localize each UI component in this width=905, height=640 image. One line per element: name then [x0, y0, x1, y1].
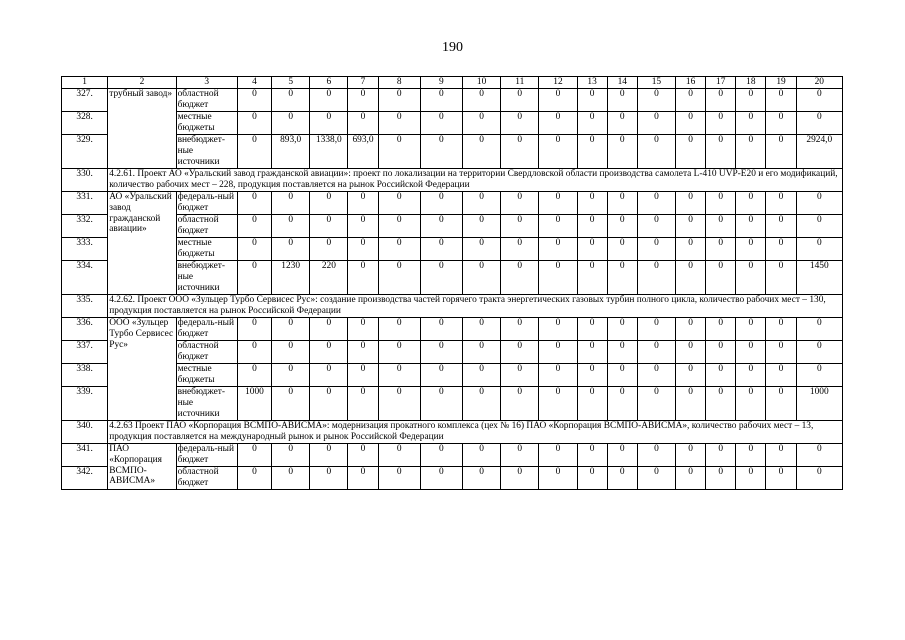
funding-source: федераль-ный бюджет — [176, 318, 237, 341]
value-cell: 0 — [348, 238, 378, 261]
value-cell: 0 — [577, 215, 607, 238]
row-number: 336. — [62, 318, 108, 341]
value-cell: 0 — [766, 261, 796, 295]
value-cell: 0 — [420, 89, 462, 112]
table-row — [62, 215, 843, 238]
value-cell: 0 — [462, 238, 500, 261]
value-cell: 0 — [348, 192, 378, 215]
value-cell: 0 — [237, 238, 271, 261]
row-number: 331. — [62, 192, 108, 215]
value-cell: 0 — [539, 387, 577, 421]
value-cell: 0 — [676, 238, 706, 261]
header-cell: 17 — [706, 77, 736, 89]
value-cell: 0 — [378, 444, 420, 467]
value-cell: 0 — [637, 318, 675, 341]
value-cell: 0 — [237, 215, 271, 238]
value-cell: 0 — [766, 112, 796, 135]
header-cell: 8 — [378, 77, 420, 89]
header-cell: 18 — [736, 77, 766, 89]
value-cell: 0 — [501, 387, 539, 421]
value-cell: 0 — [539, 135, 577, 169]
header-cell: 11 — [501, 77, 539, 89]
value-cell: 0 — [766, 238, 796, 261]
value-cell: 0 — [501, 112, 539, 135]
value-cell: 0 — [310, 364, 348, 387]
row-number: 327. — [62, 89, 108, 112]
value-cell: 0 — [539, 364, 577, 387]
value-cell: 0 — [706, 387, 736, 421]
value-cell: 0 — [577, 467, 607, 490]
value-cell: 0 — [676, 387, 706, 421]
value-cell: 0 — [378, 318, 420, 341]
value-cell: 0 — [237, 89, 271, 112]
value-cell: 0 — [796, 215, 842, 238]
value-cell: 0 — [676, 364, 706, 387]
value-cell: 0 — [676, 192, 706, 215]
value-cell: 0 — [539, 444, 577, 467]
value-cell: 0 — [378, 238, 420, 261]
value-cell: 0 — [237, 444, 271, 467]
value-cell: 0 — [501, 318, 539, 341]
value-cell: 0 — [237, 467, 271, 490]
value-cell: 0 — [378, 364, 420, 387]
value-cell: 0 — [577, 341, 607, 364]
row-number: 333. — [62, 238, 108, 261]
value-cell: 0 — [348, 387, 378, 421]
value-cell: 0 — [462, 112, 500, 135]
page-number: 190 — [442, 40, 463, 55]
table-row — [62, 444, 843, 467]
value-cell: 0 — [637, 341, 675, 364]
value-cell: 893,0 — [272, 135, 310, 169]
value-cell: 0 — [462, 444, 500, 467]
value-cell: 0 — [310, 467, 348, 490]
value-cell: 0 — [676, 135, 706, 169]
header-cell: 20 — [796, 77, 842, 89]
value-cell: 0 — [272, 112, 310, 135]
value-cell: 0 — [637, 192, 675, 215]
value-cell: 0 — [310, 112, 348, 135]
value-cell: 0 — [378, 135, 420, 169]
header-cell: 19 — [766, 77, 796, 89]
value-cell: 0 — [420, 261, 462, 295]
value-cell: 0 — [607, 364, 637, 387]
value-cell: 0 — [796, 444, 842, 467]
value-cell: 0 — [501, 467, 539, 490]
value-cell: 1230 — [272, 261, 310, 295]
row-number: 330. — [62, 169, 108, 192]
value-cell: 0 — [462, 467, 500, 490]
organization-name: ООО «Зульцер Турбо Сервисес Рус» — [108, 318, 176, 421]
value-cell: 0 — [272, 89, 310, 112]
value-cell: 0 — [462, 192, 500, 215]
value-cell: 0 — [607, 467, 637, 490]
value-cell: 0 — [378, 261, 420, 295]
value-cell: 0 — [272, 467, 310, 490]
value-cell: 0 — [348, 467, 378, 490]
value-cell: 0 — [237, 192, 271, 215]
header-cell: 1 — [62, 77, 108, 89]
table-row — [62, 238, 843, 261]
value-cell: 0 — [462, 387, 500, 421]
value-cell: 0 — [501, 444, 539, 467]
value-cell: 0 — [706, 467, 736, 490]
value-cell: 0 — [501, 192, 539, 215]
value-cell: 0 — [577, 135, 607, 169]
value-cell: 0 — [378, 215, 420, 238]
budget-table — [61, 76, 843, 490]
value-cell: 0 — [378, 112, 420, 135]
value-cell: 220 — [310, 261, 348, 295]
value-cell: 0 — [378, 192, 420, 215]
value-cell: 0 — [310, 215, 348, 238]
value-cell: 1000 — [237, 387, 271, 421]
value-cell: 0 — [310, 192, 348, 215]
value-cell: 0 — [706, 192, 736, 215]
value-cell: 0 — [237, 318, 271, 341]
value-cell: 0 — [637, 89, 675, 112]
value-cell: 0 — [462, 364, 500, 387]
header-cell: 15 — [637, 77, 675, 89]
value-cell: 0 — [607, 341, 637, 364]
value-cell: 0 — [420, 215, 462, 238]
row-number: 341. — [62, 444, 108, 467]
value-cell: 0 — [272, 192, 310, 215]
value-cell: 0 — [706, 341, 736, 364]
value-cell: 0 — [706, 215, 736, 238]
value-cell: 0 — [736, 192, 766, 215]
value-cell: 0 — [462, 135, 500, 169]
value-cell: 0 — [637, 467, 675, 490]
value-cell: 0 — [607, 89, 637, 112]
value-cell: 0 — [348, 261, 378, 295]
table-row — [62, 261, 843, 295]
value-cell: 0 — [348, 215, 378, 238]
value-cell: 0 — [607, 112, 637, 135]
value-cell: 0 — [637, 364, 675, 387]
value-cell: 0 — [577, 192, 607, 215]
value-cell: 0 — [348, 89, 378, 112]
value-cell: 0 — [607, 387, 637, 421]
value-cell: 0 — [796, 341, 842, 364]
funding-source: внебюджет-ные источники — [176, 261, 237, 295]
organization-name: АО «Уральский завод гражданской авиации» — [108, 192, 176, 295]
value-cell: 0 — [577, 238, 607, 261]
header-cell: 2 — [108, 77, 176, 89]
value-cell: 0 — [378, 89, 420, 112]
value-cell: 0 — [348, 318, 378, 341]
organization-name: трубный завод» — [108, 89, 176, 169]
value-cell: 0 — [796, 318, 842, 341]
row-number: 339. — [62, 387, 108, 421]
value-cell: 0 — [420, 387, 462, 421]
value-cell: 0 — [348, 341, 378, 364]
value-cell: 0 — [706, 135, 736, 169]
value-cell: 0 — [736, 135, 766, 169]
value-cell: 0 — [766, 444, 796, 467]
table-row — [62, 169, 843, 192]
value-cell: 0 — [637, 387, 675, 421]
value-cell: 0 — [501, 261, 539, 295]
table-row — [62, 192, 843, 215]
value-cell: 0 — [577, 444, 607, 467]
table-row — [62, 467, 843, 490]
value-cell: 0 — [420, 444, 462, 467]
value-cell: 0 — [501, 135, 539, 169]
table-row — [62, 421, 843, 444]
value-cell: 0 — [796, 112, 842, 135]
value-cell: 0 — [796, 364, 842, 387]
value-cell: 0 — [637, 261, 675, 295]
table-row — [62, 364, 843, 387]
row-number: 337. — [62, 341, 108, 364]
table-row — [62, 341, 843, 364]
value-cell: 0 — [462, 318, 500, 341]
value-cell: 0 — [310, 89, 348, 112]
value-cell: 0 — [501, 215, 539, 238]
value-cell: 0 — [607, 318, 637, 341]
value-cell: 0 — [378, 467, 420, 490]
value-cell: 0 — [766, 341, 796, 364]
value-cell: 0 — [348, 444, 378, 467]
table-row — [62, 89, 843, 112]
header-cell: 12 — [539, 77, 577, 89]
funding-source: федераль-ный бюджет — [176, 444, 237, 467]
value-cell: 0 — [706, 318, 736, 341]
value-cell: 0 — [272, 364, 310, 387]
value-cell: 0 — [501, 364, 539, 387]
header-cell: 16 — [676, 77, 706, 89]
value-cell: 0 — [766, 467, 796, 490]
value-cell: 0 — [676, 261, 706, 295]
header-cell: 10 — [462, 77, 500, 89]
value-cell: 0 — [539, 261, 577, 295]
value-cell: 0 — [736, 89, 766, 112]
value-cell: 0 — [462, 89, 500, 112]
value-cell: 1000 — [796, 387, 842, 421]
value-cell: 0 — [378, 387, 420, 421]
value-cell: 0 — [237, 135, 271, 169]
value-cell: 0 — [736, 261, 766, 295]
row-number: 340. — [62, 421, 108, 444]
value-cell: 0 — [706, 89, 736, 112]
value-cell: 0 — [420, 135, 462, 169]
value-cell: 0 — [607, 192, 637, 215]
value-cell: 0 — [607, 261, 637, 295]
value-cell: 0 — [796, 467, 842, 490]
value-cell: 0 — [310, 387, 348, 421]
value-cell: 0 — [539, 192, 577, 215]
table-row — [62, 135, 843, 169]
value-cell: 0 — [539, 112, 577, 135]
value-cell: 0 — [237, 341, 271, 364]
funding-source: внебюджет-ные источники — [176, 135, 237, 169]
value-cell: 0 — [706, 444, 736, 467]
value-cell: 0 — [272, 341, 310, 364]
table-row — [62, 387, 843, 421]
value-cell: 0 — [766, 192, 796, 215]
header-cell: 13 — [577, 77, 607, 89]
value-cell: 0 — [310, 238, 348, 261]
row-number: 332. — [62, 215, 108, 238]
row-number: 334. — [62, 261, 108, 295]
value-cell: 0 — [706, 364, 736, 387]
value-cell: 0 — [607, 238, 637, 261]
table-row — [62, 112, 843, 135]
funding-source: местные бюджеты — [176, 112, 237, 135]
value-cell: 0 — [736, 364, 766, 387]
value-cell: 0 — [348, 112, 378, 135]
value-cell: 0 — [607, 215, 637, 238]
value-cell: 0 — [501, 89, 539, 112]
row-number: 329. — [62, 135, 108, 169]
value-cell: 0 — [736, 467, 766, 490]
section-title: 4.2.61. Проект АО «Уральский завод гражданской авиации»: проект по локализации на территории Свердловской области производства самолета L-410 UVP-E20 и его модификаций, количество рабочих мест – 228, продукция поставляется на рынок Российской Федерации — [108, 169, 843, 192]
value-cell: 0 — [539, 89, 577, 112]
value-cell: 0 — [310, 444, 348, 467]
value-cell: 0 — [637, 135, 675, 169]
value-cell: 0 — [577, 387, 607, 421]
header-cell: 9 — [420, 77, 462, 89]
value-cell: 0 — [637, 215, 675, 238]
value-cell: 0 — [462, 215, 500, 238]
value-cell: 0 — [676, 444, 706, 467]
value-cell: 0 — [706, 238, 736, 261]
funding-source: областной бюджет — [176, 89, 237, 112]
value-cell: 0 — [272, 215, 310, 238]
value-cell: 0 — [462, 341, 500, 364]
value-cell: 0 — [736, 112, 766, 135]
value-cell: 0 — [607, 444, 637, 467]
value-cell: 0 — [577, 364, 607, 387]
value-cell: 0 — [420, 467, 462, 490]
value-cell: 0 — [676, 318, 706, 341]
section-title: 4.2.62. Проект ООО «Зульцер Турбо Сервисес Рус»: создание производства частей горячего тракта энергетических газовых турбин полного цикла, количество рабочих мест – 130, продукция поставляется на рынок Российской Федерации — [108, 295, 843, 318]
header-cell: 5 — [272, 77, 310, 89]
row-number: 335. — [62, 295, 108, 318]
value-cell: 0 — [539, 467, 577, 490]
value-cell: 0 — [796, 89, 842, 112]
value-cell: 0 — [736, 444, 766, 467]
value-cell: 0 — [420, 341, 462, 364]
value-cell: 0 — [501, 341, 539, 364]
value-cell: 0 — [706, 261, 736, 295]
funding-source: областной бюджет — [176, 341, 237, 364]
value-cell: 0 — [237, 364, 271, 387]
funding-source: областной бюджет — [176, 215, 237, 238]
value-cell: 0 — [736, 215, 766, 238]
header-cell: 6 — [310, 77, 348, 89]
value-cell: 0 — [348, 364, 378, 387]
section-title: 4.2.63 Проект ПАО «Корпорация ВСМПО-АВИСМА»: модернизация прокатного комплекса (цех № 16) ПАО «Корпорация ВСМПО-АВИСМА», количество рабочих мест – 13, продукция поставляется на международный рынок и рынок Российской Федерации — [108, 421, 843, 444]
value-cell: 0 — [501, 238, 539, 261]
value-cell: 0 — [676, 112, 706, 135]
funding-source: внебюджет-ные источники — [176, 387, 237, 421]
value-cell: 0 — [462, 261, 500, 295]
header-cell: 3 — [176, 77, 237, 89]
organization-name: ПАО «Корпорация ВСМПО-АВИСМА» — [108, 444, 176, 490]
value-cell: 0 — [310, 318, 348, 341]
funding-source: местные бюджеты — [176, 364, 237, 387]
value-cell: 1450 — [796, 261, 842, 295]
value-cell: 0 — [676, 215, 706, 238]
value-cell: 0 — [577, 89, 607, 112]
value-cell: 0 — [637, 444, 675, 467]
value-cell: 0 — [607, 135, 637, 169]
value-cell: 0 — [539, 215, 577, 238]
value-cell: 0 — [796, 192, 842, 215]
row-number: 328. — [62, 112, 108, 135]
value-cell: 0 — [796, 238, 842, 261]
value-cell: 0 — [272, 387, 310, 421]
value-cell: 0 — [310, 341, 348, 364]
value-cell: 0 — [272, 238, 310, 261]
value-cell: 0 — [736, 387, 766, 421]
value-cell: 693,0 — [348, 135, 378, 169]
table-row — [62, 295, 843, 318]
value-cell: 0 — [420, 192, 462, 215]
value-cell: 0 — [766, 387, 796, 421]
value-cell: 0 — [766, 215, 796, 238]
value-cell: 0 — [539, 238, 577, 261]
row-number: 338. — [62, 364, 108, 387]
value-cell: 0 — [676, 89, 706, 112]
value-cell: 0 — [539, 341, 577, 364]
value-cell: 0 — [577, 318, 607, 341]
value-cell: 0 — [766, 364, 796, 387]
value-cell: 0 — [736, 238, 766, 261]
value-cell: 0 — [237, 112, 271, 135]
header-cell: 7 — [348, 77, 378, 89]
value-cell: 0 — [766, 89, 796, 112]
value-cell: 1338,0 — [310, 135, 348, 169]
value-cell: 0 — [736, 341, 766, 364]
value-cell: 0 — [420, 238, 462, 261]
value-cell: 0 — [676, 341, 706, 364]
value-cell: 0 — [637, 112, 675, 135]
value-cell: 0 — [766, 318, 796, 341]
value-cell: 2924,0 — [796, 135, 842, 169]
value-cell: 0 — [676, 467, 706, 490]
funding-source: областной бюджет — [176, 467, 237, 490]
header-row — [62, 77, 843, 89]
header-cell: 4 — [237, 77, 271, 89]
funding-source: федераль-ный бюджет — [176, 192, 237, 215]
value-cell: 0 — [706, 112, 736, 135]
value-cell: 0 — [577, 261, 607, 295]
value-cell: 0 — [420, 112, 462, 135]
value-cell: 0 — [420, 364, 462, 387]
value-cell: 0 — [766, 135, 796, 169]
header-cell: 14 — [607, 77, 637, 89]
value-cell: 0 — [272, 444, 310, 467]
value-cell: 0 — [637, 238, 675, 261]
value-cell: 0 — [272, 318, 310, 341]
value-cell: 0 — [577, 112, 607, 135]
value-cell: 0 — [736, 318, 766, 341]
table-row — [62, 318, 843, 341]
value-cell: 0 — [378, 341, 420, 364]
row-number: 342. — [62, 467, 108, 490]
funding-source: местные бюджеты — [176, 238, 237, 261]
value-cell: 0 — [420, 318, 462, 341]
value-cell: 0 — [539, 318, 577, 341]
value-cell: 0 — [237, 261, 271, 295]
